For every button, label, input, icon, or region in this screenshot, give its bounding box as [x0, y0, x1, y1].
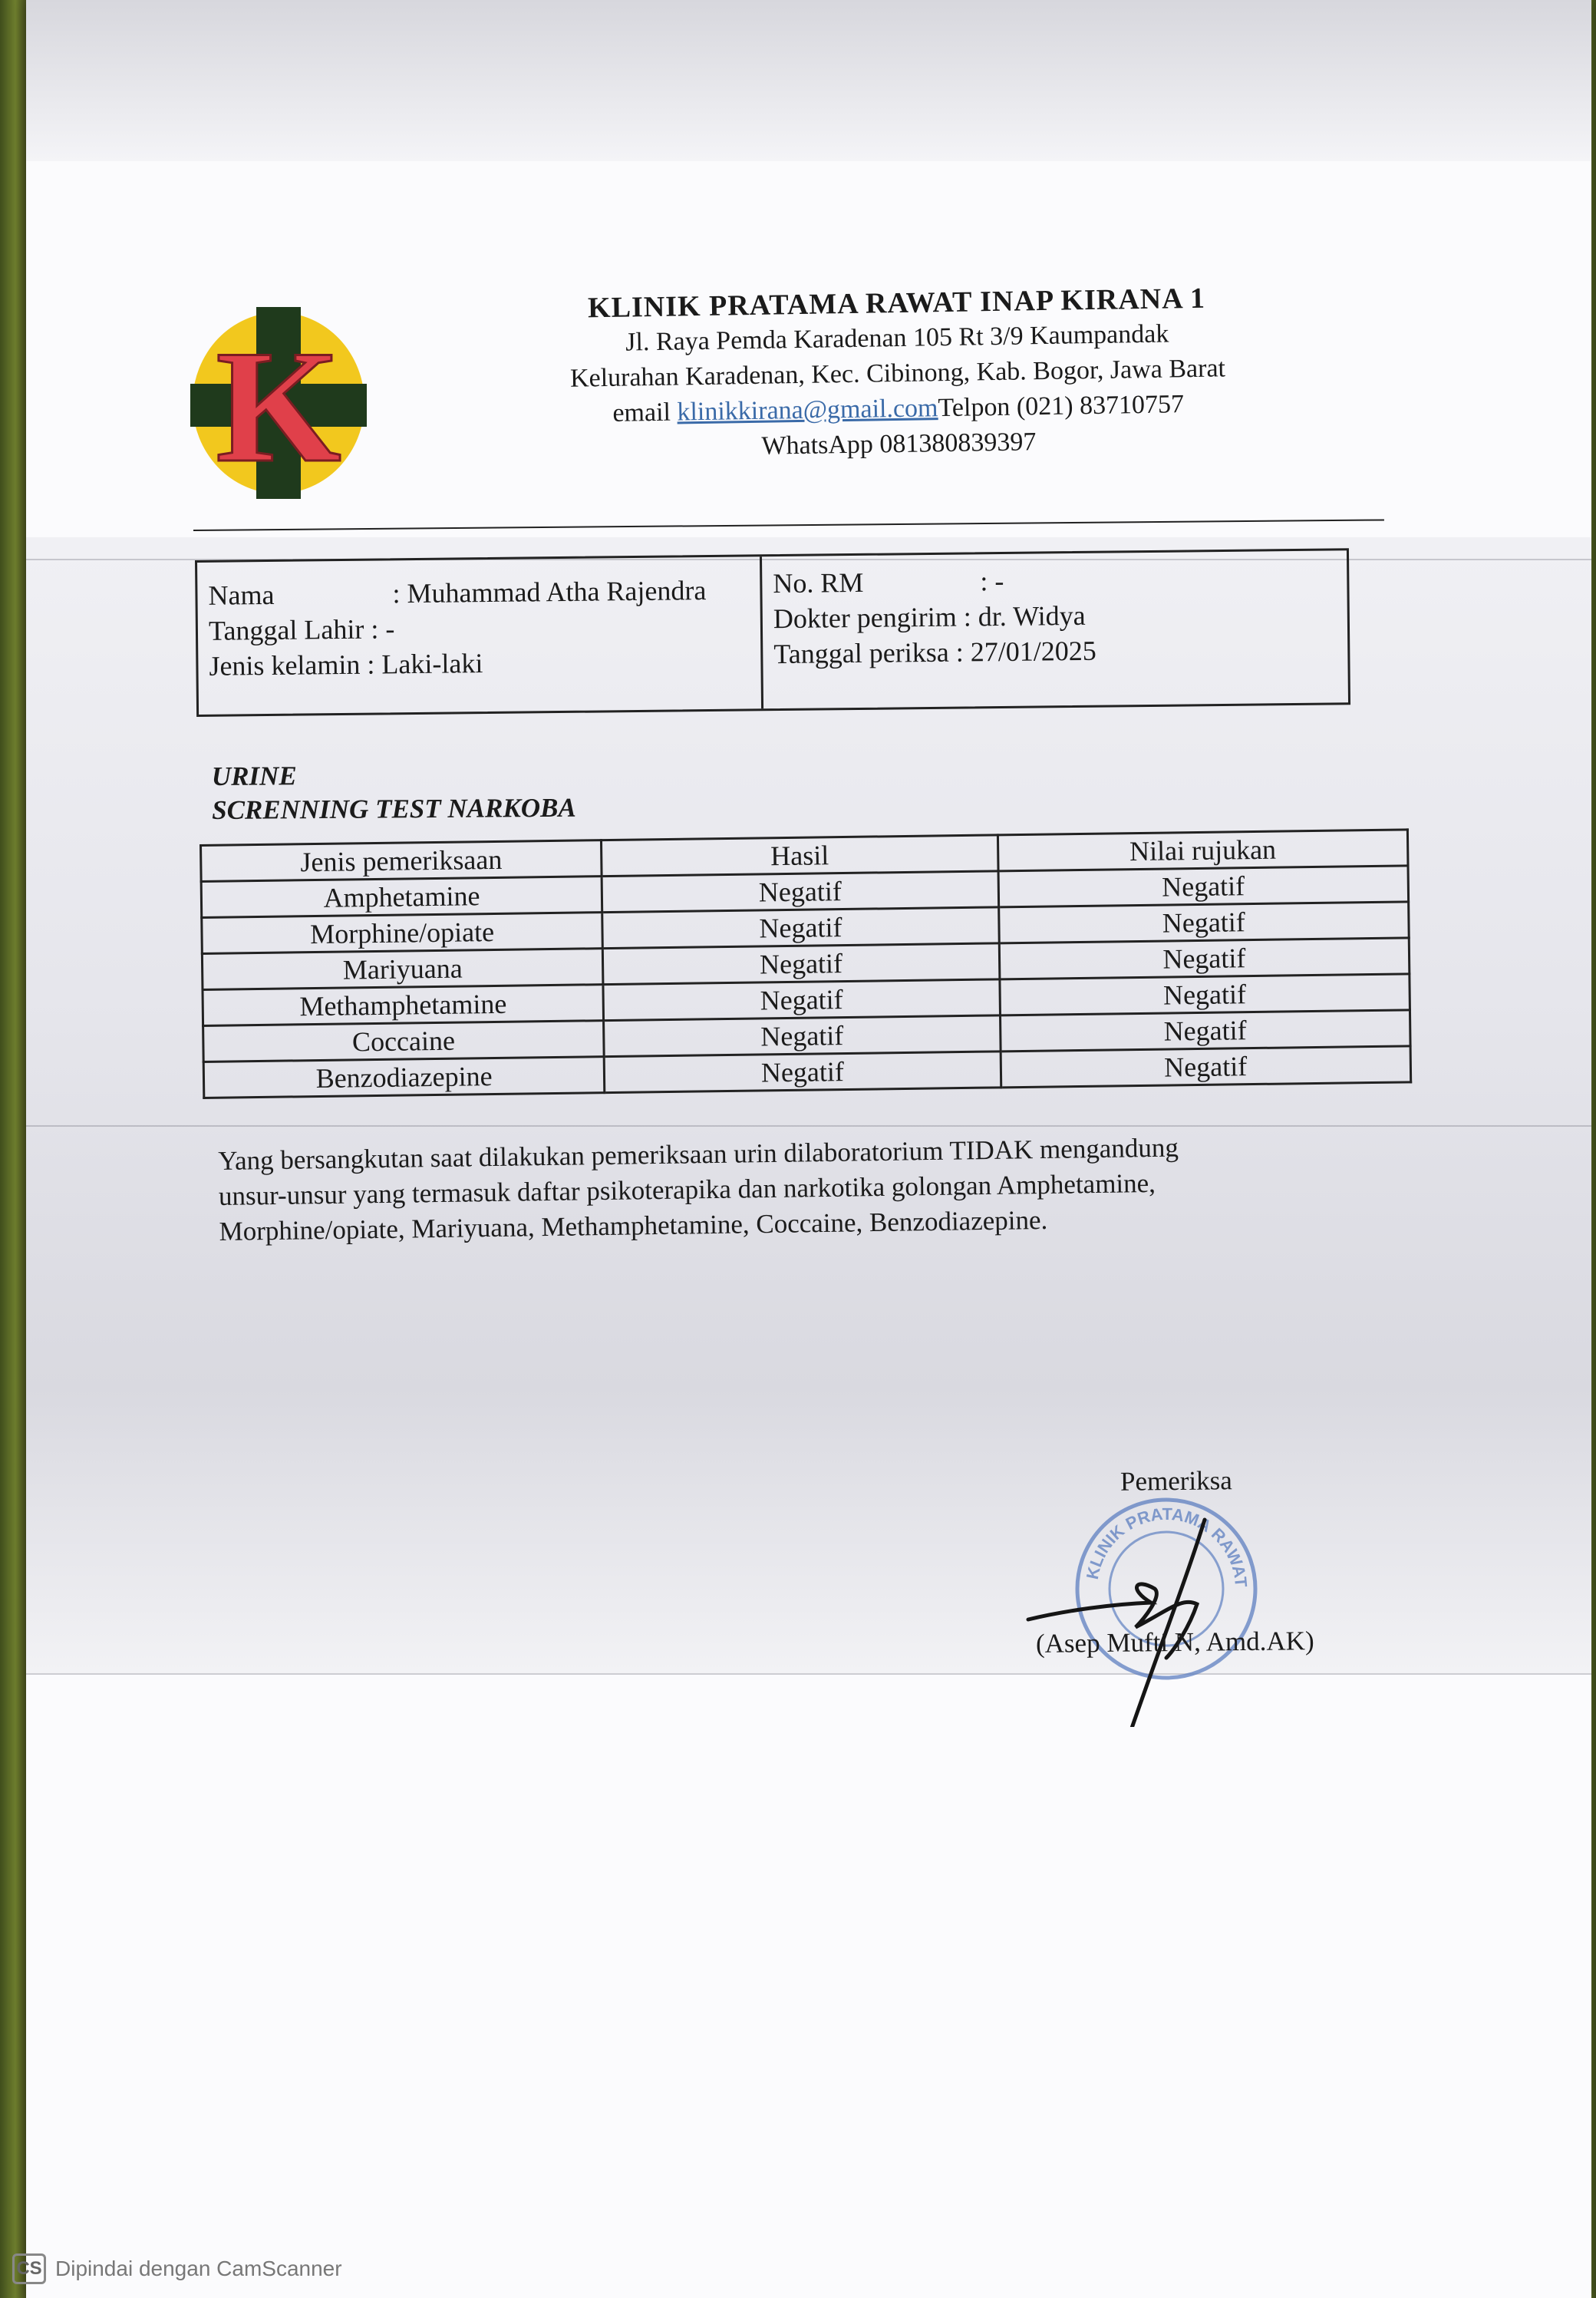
patient-dob-row [209, 607, 750, 648]
patient-gender-value: : Laki-laki [367, 648, 483, 680]
reference-cell: Negatif [998, 866, 1409, 907]
clinic-address-line1: Jl. Raya Pemda Karadenan 105 Rt 3/9 Kaumpandak [625, 319, 1169, 357]
test-title: SCRENNING TEST NARKOBA [212, 792, 576, 825]
patient-info-right [762, 550, 1348, 708]
patient-name-label: Nama [208, 579, 275, 611]
column-header: Jenis pemeriksaan [201, 840, 602, 882]
result-cell: Negatif [604, 1015, 1001, 1057]
exam-date-row [773, 630, 1337, 672]
statement-line: unsur-unsur yang termasuk daftar psikoterapika dan narkotika golongan Amphetamine, [218, 1167, 1156, 1211]
logo-letter: K [216, 318, 341, 496]
examiner-name: (Asep Mufti N, Amd.AK) [1035, 1626, 1314, 1659]
paper-fold-line [26, 1125, 1591, 1127]
conclusion-statement [218, 1128, 1347, 1250]
doctor-row [773, 595, 1337, 636]
email-link[interactable]: klinikkirana@gmail.com [677, 394, 938, 427]
patient-name-value: : Muhammad Atha Rajendra [392, 575, 707, 609]
test-name-cell: Methamphetamine [203, 985, 604, 1026]
result-cell: Negatif [603, 943, 1000, 985]
clinic-address-line2: Kelurahan Karadenan, Kec. Cibinong, Kab. Bogor, Jawa Barat [569, 354, 1226, 393]
result-cell: Negatif [604, 1052, 1001, 1093]
patient-gender-row [209, 642, 750, 683]
scanner-text: Dipindai dengan CamScanner [55, 2257, 342, 2280]
clinic-logo [190, 307, 367, 499]
section-title [212, 758, 576, 827]
column-header: Hasil [602, 835, 998, 877]
letterhead [413, 278, 1382, 470]
exam-date-value: : 27/01/2025 [955, 635, 1096, 668]
rm-value: : - [980, 565, 1004, 597]
phone: Telpon (021) 83710757 [938, 390, 1185, 423]
test-name-cell: Benzodiazepine [203, 1057, 605, 1098]
paper-shadow-top [26, 0, 1591, 161]
specimen-type: URINE [211, 761, 297, 792]
patient-info-left [197, 556, 763, 715]
patient-dob-value: : - [371, 613, 395, 645]
test-name-cell: Amphetamine [201, 877, 602, 918]
whatsapp: WhatsApp 081380839397 [761, 428, 1037, 461]
stamp-text: KLINIK PRATAMA RAWAT [1082, 1504, 1251, 1589]
result-cell: Negatif [602, 871, 998, 913]
test-name-cell: Morphine/opiate [202, 913, 603, 954]
reference-cell: Negatif [1000, 974, 1410, 1015]
statement-line: Yang bersangkutan saat dilakukan pemeriksaan urin dilaboratorium TIDAK mengandung [218, 1132, 1179, 1176]
patient-name-row [208, 572, 749, 612]
rm-label: No. RM [773, 566, 864, 599]
signature-block [1021, 1458, 1381, 1735]
statement-line: Morphine/opiate, Mariyuana, Methamphetamine, Coccaine, Benzodiazepine. [219, 1204, 1048, 1246]
signature-stroke [1028, 1520, 1205, 1727]
handwritten-signature [1021, 1504, 1281, 1727]
patient-dob-label: Tanggal Lahir [208, 613, 364, 646]
reference-cell: Negatif [1001, 1046, 1411, 1088]
reference-cell: Negatif [1000, 1010, 1410, 1052]
test-name-cell: Coccaine [203, 1021, 605, 1062]
result-cell: Negatif [602, 907, 999, 949]
reference-cell: Negatif [998, 902, 1409, 943]
reference-cell: Negatif [999, 938, 1410, 979]
test-name-cell: Mariyuana [202, 949, 603, 990]
column-header: Nilai rujukan [998, 830, 1408, 871]
scanner-watermark [12, 2253, 342, 2284]
patient-info-box [195, 548, 1350, 717]
exam-date-label: Tanggal periksa [773, 636, 949, 670]
doctor-label: Dokter pengirim [773, 601, 957, 635]
email-label: email [612, 398, 678, 428]
examiner-label: Pemeriksa [1120, 1465, 1232, 1497]
camscanner-badge: CS [12, 2253, 46, 2284]
doctor-value: : dr. Widya [963, 599, 1086, 632]
patient-gender-label: Jenis kelamin [209, 649, 361, 682]
results-table [200, 828, 1412, 1099]
result-cell: Negatif [603, 979, 1000, 1021]
clinic-name: KLINIK PRATAMA RAWAT INAP KIRANA 1 [587, 282, 1206, 325]
rm-row [773, 560, 1336, 601]
